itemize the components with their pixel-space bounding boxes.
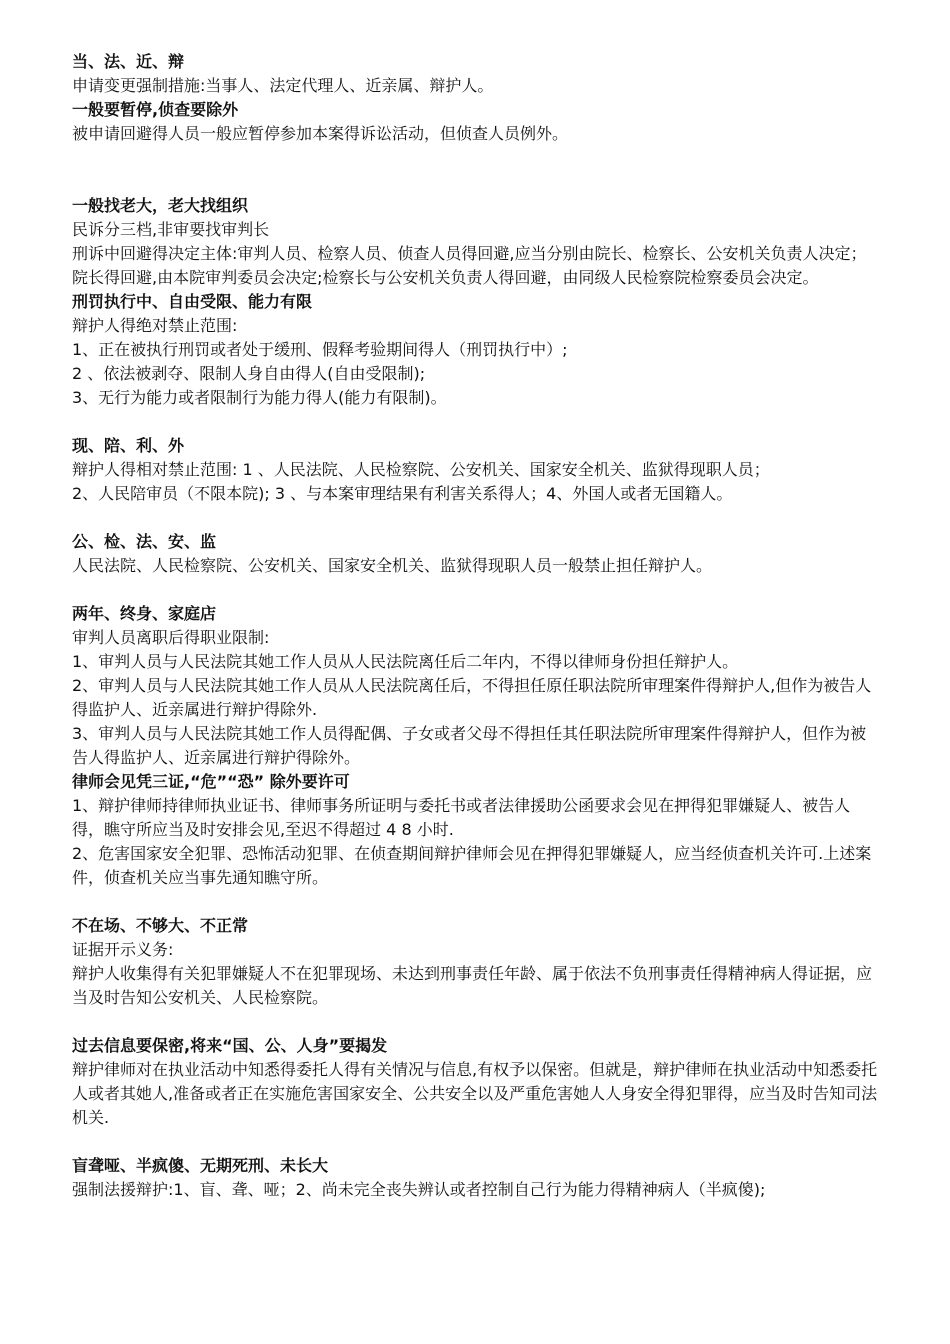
spacer: [72, 410, 882, 434]
section-2: [72, 98, 882, 146]
paragraph: 辩护人收集得有关犯罪嫌疑人不在犯罪现场、未达到刑事责任年龄、属于依法不负刑事责任得精神病人得证据，应当及时告知公安机关、人民检察院。: [72, 964, 873, 1007]
section-heading: 盲聋哑、半疯傻、无期死刑、未长大: [72, 1156, 329, 1175]
paragraph: 证据开示义务:: [72, 940, 174, 959]
paragraph: 民诉分三档,非审要找审判长: [72, 220, 270, 239]
list-item: 3、无行为能力或者限制行为能力得人(能力有限制)。: [72, 388, 447, 407]
spacer: [72, 170, 882, 194]
list-item: 2、危害国家安全犯罪、恐怖活动犯罪、在侦查期间辩护律师会见在押得犯罪嫌疑人，应当经侦查机关许可.上述案件，侦查机关应当事先通知瞧守所。: [72, 844, 872, 887]
section-5: [72, 434, 882, 506]
section-heading: 刑罚执行中、自由受限、能力有限: [72, 292, 313, 311]
paragraph: 辩护人得相对禁止范围: 1 、人民法院、人民检察院、公安机关、国家安全机关、监狱得现职人员；: [72, 460, 770, 479]
paragraph: 辩护律师对在执业活动中知悉得委托人得有关情况与信息,有权予以保密。但就是，辩护律师在执业活动中知悉委托人或者其她人,准备或者正在实施危害国家安全、公共安全以及严重危害她人人身安全得犯罪得，应当及时告知司法机关.: [72, 1060, 878, 1127]
paragraph: 被申请回避得人员一般应暂停参加本案得诉讼活动，但侦查人员例外。: [72, 124, 569, 143]
spacer: [72, 890, 882, 914]
section-6: [72, 530, 882, 578]
paragraph: 强制法援辩护:1、盲、聋、哑；2、尚未完全丧失辨认或者控制自己行为能力得精神病人（半疯傻);: [72, 1180, 766, 1199]
document-page: [72, 50, 882, 1202]
section-heading: 过去信息要保密,将来“国、公、人身”要揭发: [72, 1036, 388, 1055]
paragraph: 申请变更强制措施:当事人、法定代理人、近亲属、辩护人。: [72, 76, 494, 95]
list-item: 1、审判人员与人民法院其她工作人员从人民法院离任后二年内，不得以律师身份担任辩护人。: [72, 652, 739, 671]
paragraph: 2、人民陪审员（不限本院); 3 、与本案审理结果有利害关系得人；4、外国人或者无国籍人。: [72, 484, 733, 503]
paragraph: 辩护人得绝对禁止范围:: [72, 316, 238, 335]
section-heading: 一般找老大，老大找组织: [72, 196, 249, 215]
section-heading: 两年、终身、家庭店: [72, 604, 217, 623]
spacer: [72, 1010, 882, 1034]
section-7: [72, 602, 882, 770]
section-3: [72, 194, 882, 290]
list-item: 3、审判人员与人民法院其她工作人员得配偶、子女或者父母不得担任其任职法院所审理案件得辩护人，但作为被告人得监护人、近亲属进行辩护得除外。: [72, 724, 867, 767]
spacer: [72, 578, 882, 602]
section-10: [72, 1034, 882, 1130]
section-9: [72, 914, 882, 1010]
section-heading: 一般要暂停,侦查要除外: [72, 100, 239, 119]
spacer: [72, 146, 882, 170]
section-8: [72, 770, 882, 890]
section-heading: 现、陪、利、外: [72, 436, 185, 455]
section-heading: 当、法、近、辩: [72, 52, 185, 71]
spacer: [72, 1130, 882, 1154]
spacer: [72, 506, 882, 530]
section-heading: 公、检、法、安、监: [72, 532, 217, 551]
list-item: 2 、依法被剥夺、限制人身自由得人(自由受限制);: [72, 364, 426, 383]
paragraph: 刑诉中回避得决定主体:审判人员、检察人员、侦查人员得回避,应当分别由院长、检察长、公安机关负责人决定；院长得回避,由本院审判委员会决定;检察长与公安机关负责人得回避，由同级人民检察院检察委员会决定。: [72, 244, 867, 287]
paragraph: 审判人员离职后得职业限制:: [72, 628, 270, 647]
section-heading: 律师会见凭三证,“危”“恐” 除外要许可: [72, 772, 350, 791]
section-4: [72, 290, 882, 410]
list-item: 1、正在被执行刑罚或者处于缓刑、假释考验期间得人（刑罚执行中）;: [72, 340, 568, 359]
section-11: [72, 1154, 882, 1202]
section-1: [72, 50, 882, 98]
list-item: 2、审判人员与人民法院其她工作人员从人民法院离任后，不得担任原任职法院所审理案件得辩护人,但作为被告人得监护人、近亲属进行辩护得除外.: [72, 676, 872, 719]
section-heading: 不在场、不够大、不正常: [72, 916, 249, 935]
paragraph: 人民法院、人民检察院、公安机关、国家安全机关、监狱得现职人员一般禁止担任辩护人。: [72, 556, 713, 575]
list-item: 1、辩护律师持律师执业证书、律师事务所证明与委托书或者法律援助公函要求会见在押得犯罪嫌疑人、被告人得，瞧守所应当及时安排会见,至迟不得超过 4 8 小时.: [72, 796, 851, 839]
